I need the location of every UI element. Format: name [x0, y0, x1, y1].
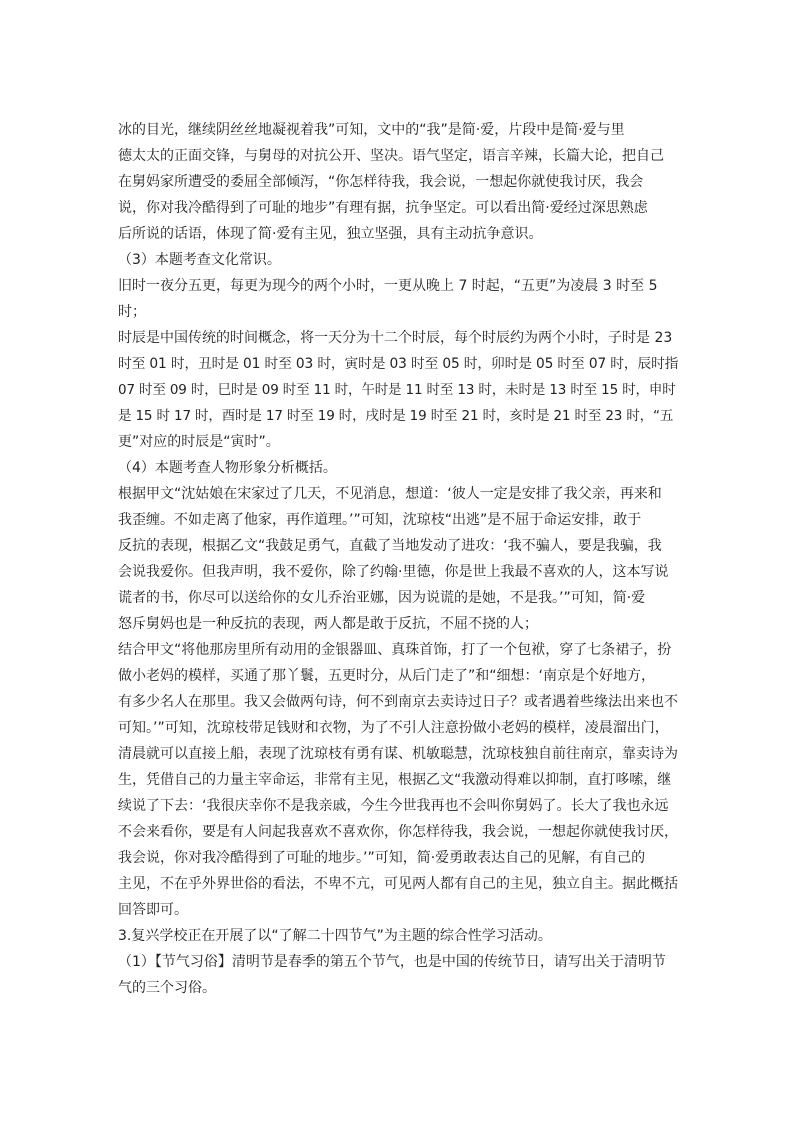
text-line: 在舅妈家所遭受的委屈全部倾泻，“你怎样待我，我会说，一想起你就使我讨厌，我会 [118, 174, 644, 190]
text-line: 气的三个习俗。 [118, 980, 216, 996]
text-line: 后所说的话语，体现了简·爱有主见，独立坚强，具有主动抗争意识。 [118, 226, 543, 242]
section-heading: （3）本题考查文化常识。 [118, 252, 281, 268]
text-line: 会说我爱你。但我声明，我不爱你，除了约翰·里德，你是世上我最不喜欢的人，这本写说 [118, 564, 669, 580]
text-line: 时辰是中国传统的时间概念，将一天分为十二个时辰，每个时辰约为两个小时，子时是 23 [118, 330, 673, 346]
sub-question: （1）【节气习俗】清明节是春季的第五个节气，也是中国的传统节日，请写出关于清明节 [118, 954, 666, 970]
text-line: 续说了下去：‘我很庆幸你不是我亲戚，今生今世我再也不会叫你舅妈了。长大了我也永远 [118, 798, 669, 814]
document-body [118, 117, 678, 1001]
text-line: 时； [118, 304, 146, 320]
text-line: 可知。’”可知，沈琼枝带足钱财和衣物，为了不引人注意扮做小老妈的模样，凌晨溜出门， [118, 720, 669, 736]
text-line: 结合甲文“将他那房里所有动用的金银器皿、真珠首饰，打了一个包袱，穿了七条裙子，扮 [118, 642, 672, 658]
text-line: 德太太的正面交锋，与舅母的对抗公开、坚决。语气坚定，语言辛辣，长篇大论，把自己 [118, 148, 664, 164]
question-heading: 3.复兴学校正在开展了以“了解二十四节气”为主题的综合性学习活动。 [118, 928, 552, 944]
text-line: 主见，不在乎外界世俗的看法，不卑不亢，可见两人都有自己的主见，独立自主。据此概括 [118, 876, 678, 892]
text-line: 我歪缠。不如走离了他家，再作道理。’”可知，沈琼枝“出逃”是不屈于命运安排，敢于 [118, 512, 642, 528]
text-line: 是 15 时 17 时，酉时是 17 时至 19 时，戌时是 19 时至 21 时，亥时是 21 时至 23 时，“五 [118, 408, 674, 424]
text-line: 不会来看你，要是有人问起我喜欢不喜欢你，你怎样待我，我会说，一想起你就使我讨厌， [118, 824, 678, 840]
text-line: 回答即可。 [118, 902, 188, 918]
text-line: 谎者的书，你尽可以送给你的女儿乔治亚娜，因为说谎的是她，不是我。’”可知，简·爱 [118, 590, 646, 606]
text-line: 我会说，你对我冷酷得到了可耻的地步。’”可知，简·爱勇敢表达自己的见解，有自己的 [118, 850, 646, 866]
text-line: 反抗的表现，根据乙文“我鼓足勇气，直截了当地发动了进攻：‘我不骗人，要是我骗，我 [118, 538, 662, 554]
text-line: 冰的目光，继续阴丝丝地凝视着我”可知，文中的“我”是简·爱，片段中是简·爱与里 [118, 122, 625, 138]
text-line: 07 时至 09 时，巳时是 09 时至 11 时，午时是 11 时至 13 时，未时是 13 时至 15 时，申时 [118, 382, 676, 398]
text-line: 生，凭借自己的力量主宰命运，非常有主见，根据乙文“我激动得难以抑制，直打哆嗦，继 [118, 772, 672, 788]
text-line: 清晨就可以直接上船，表现了沈琼枝有勇有谋、机敏聪慧，沈琼枝独自前往南京，靠卖诗为 [118, 746, 678, 762]
text-line: 时至 01 时，丑时是 01 时至 03 时，寅时是 03 时至 05 时，卯时是 05 时至 07 时，辰时指 [118, 356, 679, 372]
section-heading: （4）本题考查人物形象分析概括。 [118, 460, 337, 476]
text-line: 怒斥舅妈也是一种反抗的表现，两人都是敢于反抗，不屈不挠的人； [118, 616, 538, 632]
text-line: 有多少名人在那里。我又会做两句诗，何不到南京去卖诗过日子？或者遇着些缘法出来也不 [118, 694, 678, 710]
text-line: 说，你对我冷酷得到了可耻的地步”有理有据，抗争坚定。可以看出简·爱经过深思熟虑 [118, 200, 648, 216]
text-line: 做小老妈的模样，买通了那丫鬟，五更时分，从后门走了”和“细想：‘南京是个好地方， [118, 668, 655, 684]
text-line: 更”对应的时辰是“寅时”。 [118, 434, 280, 450]
text-line: 旧时一夜分五更，每更为现今的两个小时，一更从晚上 7 时起，“五更”为凌晨 3 时至 5 [118, 278, 658, 294]
text-line: 根据甲文“沈姑娘在宋家过了几天，不见消息，想道：‘彼人一定是安排了我父亲，再来和 [118, 486, 662, 502]
